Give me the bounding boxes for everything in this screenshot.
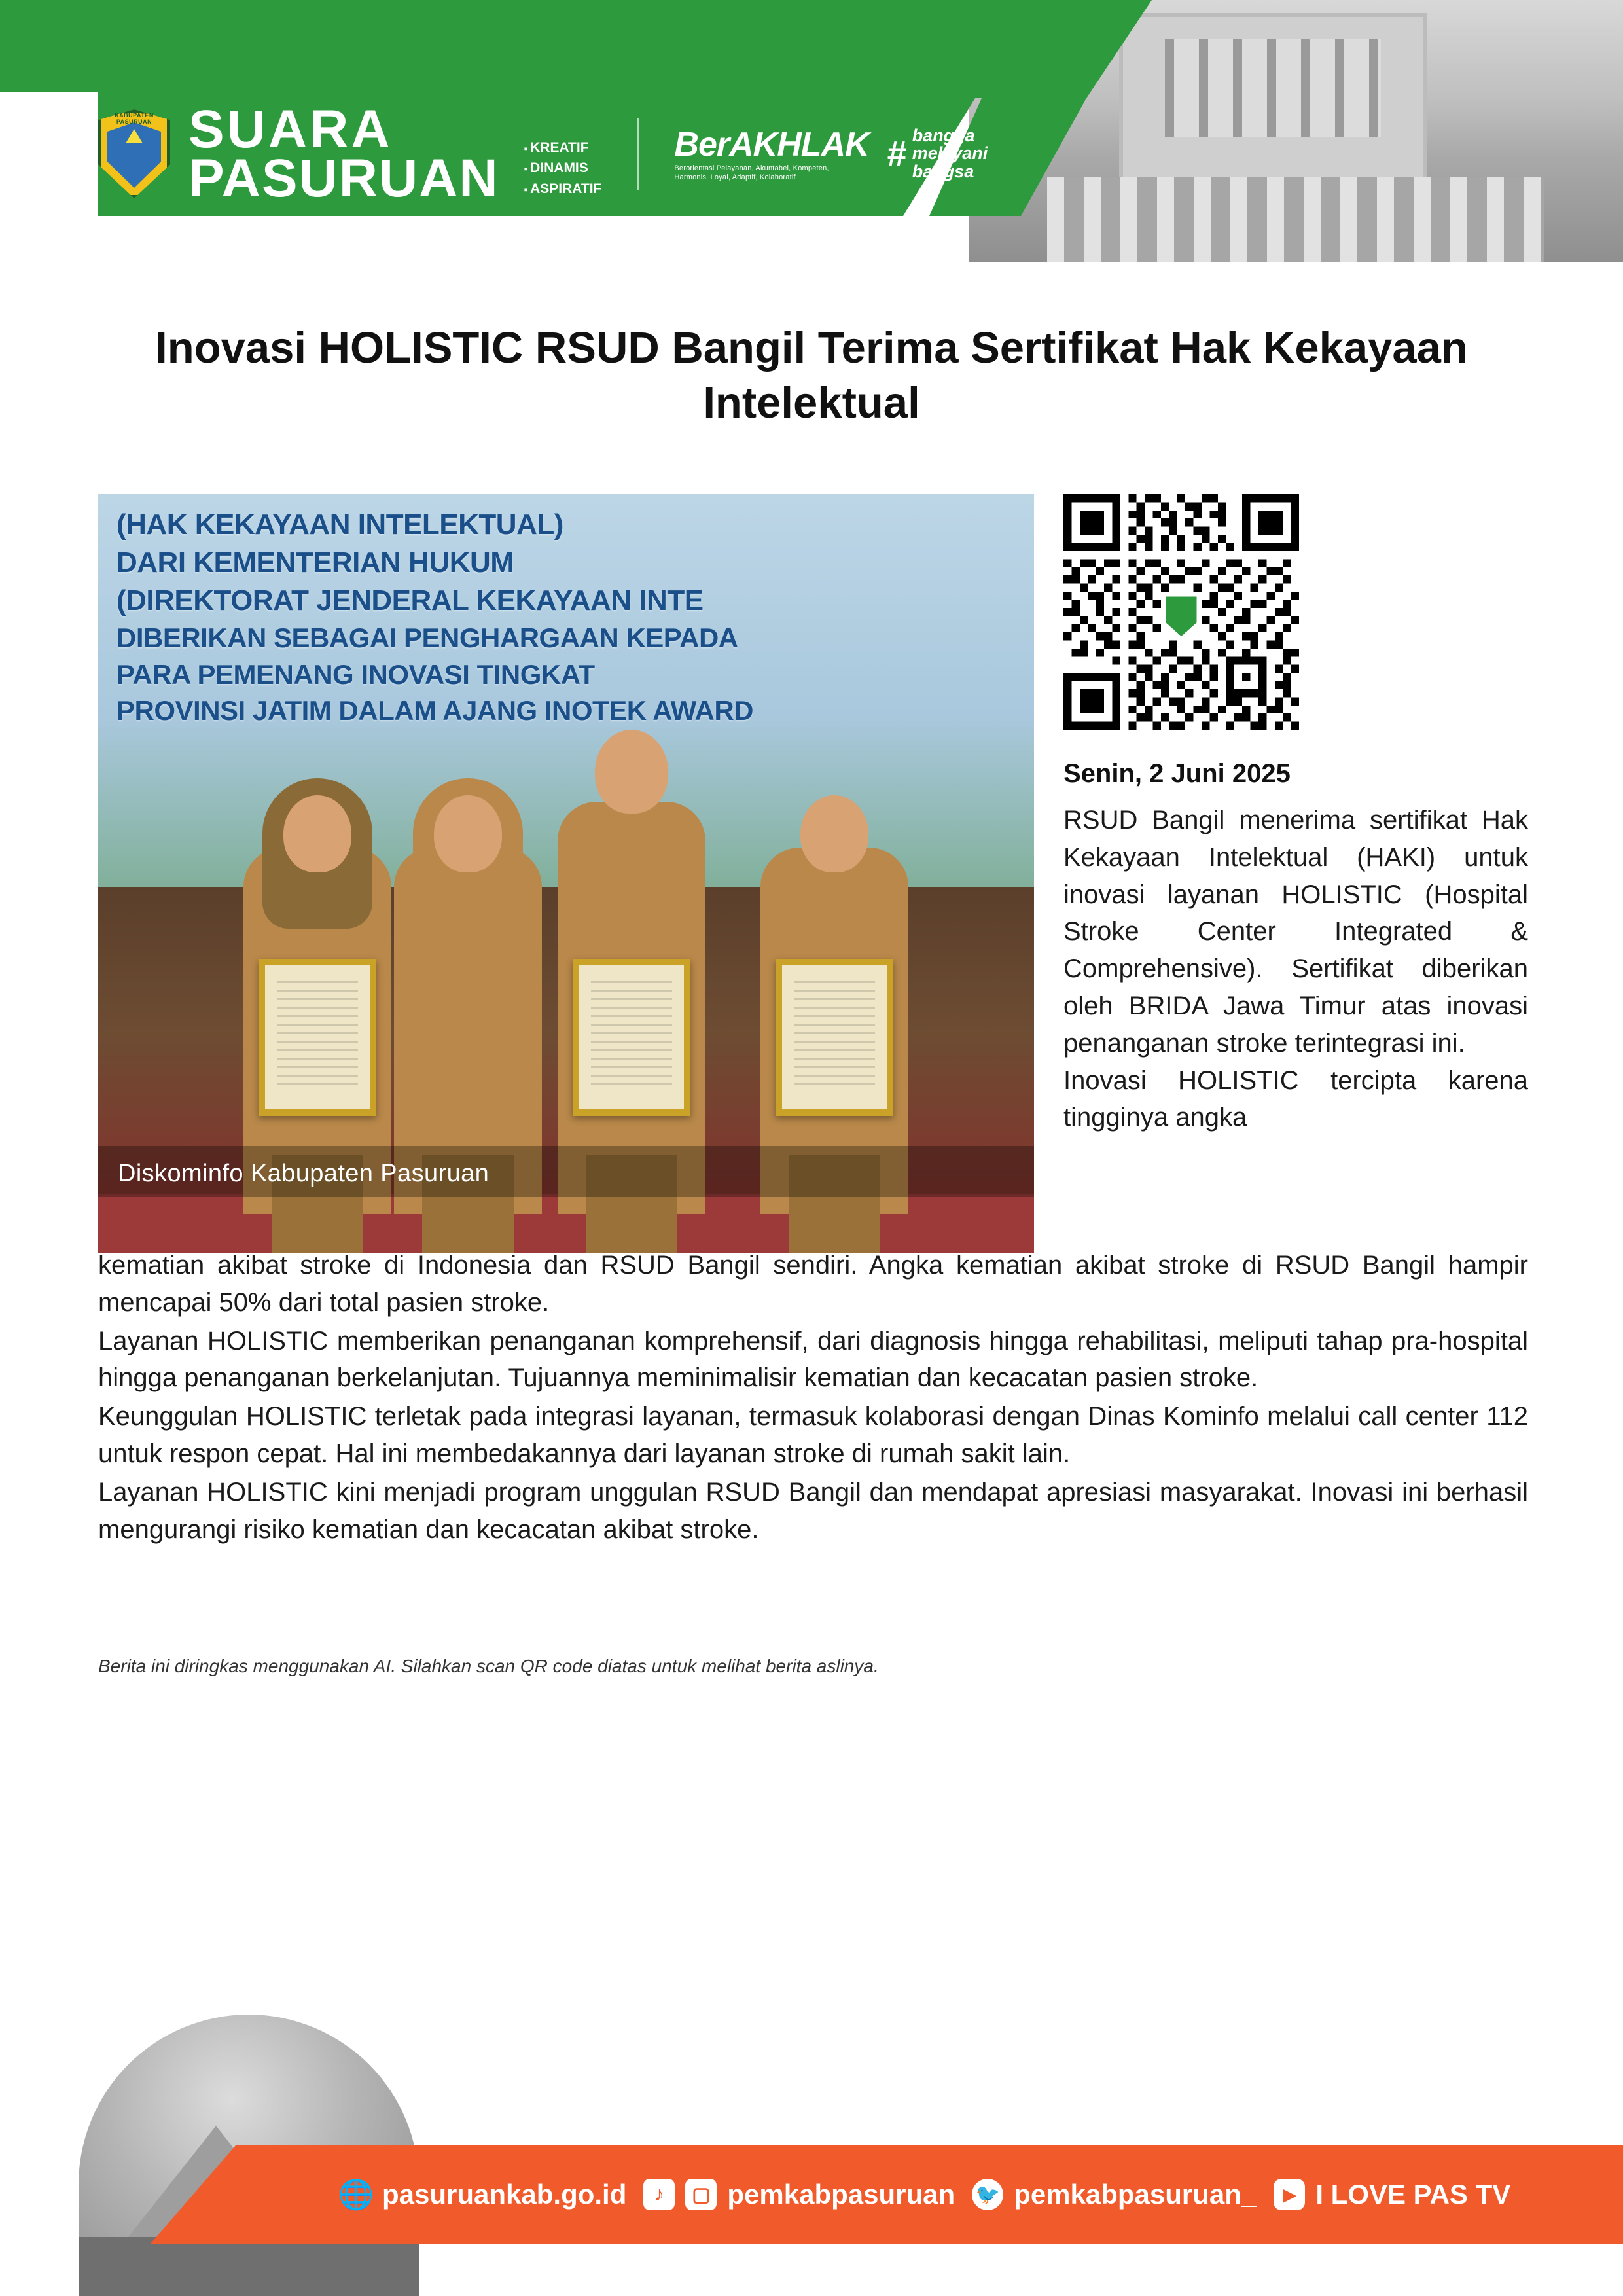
hash-icon: # [887,134,907,173]
footer-social-label: pemkabpasuruan [727,2179,955,2210]
screen-line-1: (HAK KEKAYAAN INTELEKTUAL) [116,509,563,541]
brand-tagline [518,137,602,217]
brand-wordmark [188,99,499,208]
berakhlak-logo [674,125,868,183]
tagline-item-1: ▪ KREATIF [524,137,602,158]
tagline-item-2: ▪ DINAMIS [524,158,602,179]
article-body [98,1247,1528,1549]
footer-website[interactable] [340,2179,626,2210]
youtube-icon: ▶ [1274,2179,1305,2210]
footer-twitter[interactable] [972,2179,1257,2210]
body-paragraph: Layanan HOLISTIC memberikan penanganan komprehensif, dari diagnosis hingga rehabilitasi, meliputi tahap pra-hospital hingga penanganan berkelanjutan. Tujuannya meminimalisir kematian dan kecacatan pasien stroke. [98,1326,1528,1393]
screen-line-3: (DIREKTORAT JENDERAL KEKAYAAN INTE [116,584,704,617]
instagram-icon: ▢ [685,2179,717,2210]
footer-website-label: pasuruankab.go.id [382,2179,627,2210]
screen-line-4: DIBERIKAN SEBAGAI PENGHARGAAN KEPADA [116,622,738,654]
side-paragraph: Inovasi HOLISTIC tercipta karena tingginya angka [1063,1066,1528,1132]
header-divider [637,118,639,190]
photo-person [753,756,916,1214]
header-content [98,92,988,216]
berakhlak-label: BerAKHLAK [674,126,869,164]
photo-credit: Diskominfo Kabupaten Pasuruan [118,1160,490,1187]
photo-people-group [98,494,1034,1253]
photo-person [550,704,713,1214]
certificate-frame [573,959,690,1116]
footer-twitter-label: pemkabpasuruan_ [1014,2179,1257,2210]
tagline-item-3: ▪ ASPIRATIF [524,179,602,200]
photo-person [386,756,550,1214]
footer [0,2015,1623,2296]
footer-tiktok-instagram[interactable] [643,2179,955,2210]
person-head [800,795,868,872]
article-side-text [1063,802,1528,1136]
certificate-frame [776,959,893,1116]
bangga-melayani-bangsa-logo [887,127,988,181]
globe-icon: 🌐 [338,2179,374,2211]
screen-line-5: PARA PEMENANG INOVASI TINGKAT [116,658,595,690]
article-date: Senin, 2 Juni 2025 [1063,759,1291,788]
header [0,0,1623,262]
brand-line-2: PASURUAN [188,149,499,208]
body-paragraph: Keunggulan HOLISTIC terletak pada integrasi layanan, termasuk kolaborasi dengan Dinas Kominfo melalui call center 112 untuk respon cepat. Hal ini membedakannya dari layanan stroke di rumah sakit lain. [98,1402,1528,1468]
person-head [434,795,502,872]
screen-line-2: DARI KEMENTERIAN HUKUM [116,547,514,579]
footer-social-bar [340,2145,1510,2244]
body-paragraph: kematian akibat stroke di Indonesia dan RSUD Bangil sendiri. Angka kematian akibat stroke di RSUD Bangil hampir mencapai 50% dari total pasien stroke. [98,1251,1528,1317]
bangga-lines [912,127,988,181]
brand-line-1: SUARA [188,99,393,159]
person-head [283,795,351,872]
bangga-line-2: melayani [912,143,988,164]
pasuruan-crest-icon [98,109,170,198]
crest-label: KABUPATEN PASURUAN [115,112,154,125]
header-white-bar [0,92,98,216]
crest-star-icon [126,129,143,143]
berakhlak-subtitle: Berorientasi Pelayanan, Akuntabel, Kompeten, Harmonis, Loyal, Adaptif, Kolaboratif [674,164,829,181]
tiktok-icon: ♪ [643,2179,675,2210]
article-photo [98,494,1034,1253]
photo-person [236,756,399,1214]
footer-youtube-label: I LOVE PAS TV [1315,2179,1511,2210]
person-head [595,730,668,814]
screen-line-6: PROVINSI JATIM DALAM AJANG INOTEK AWARD [116,695,753,726]
side-paragraph: RSUD Bangil menerima sertifikat Hak Kekayaan Intelektual (HAKI) untuk inovasi layanan HOLISTIC (Hospital Stroke Center Integrated & Comprehensive). Sertifikat diberikan oleh BRIDA Jawa Timur atas inovasi penanganan stroke terintegrasi ini. [1063,806,1528,1058]
qr-code[interactable] [1063,494,1299,730]
twitter-icon: 🐦 [972,2179,1003,2210]
body-paragraph: Layanan HOLISTIC kini menjadi program unggulan RSUD Bangil dan mendapat apresiasi masyarakat. Inovasi ini berhasil mengurangi risiko kematian dan kecacatan akibat stroke. [98,1477,1528,1544]
ai-summary-note: Berita ini diringkas menggunakan AI. Silahkan scan QR code diatas untuk melihat berita aslinya. [98,1656,879,1676]
page-title: Inovasi HOLISTIC RSUD Bangil Terima Sertifikat Hak Kekayaan Intelektual [155,323,1468,428]
bangga-line-1: bangga [912,125,975,145]
bangga-line-3: bangsa [912,161,974,181]
certificate-frame [259,959,376,1116]
qr-code-svg [1063,494,1299,730]
footer-youtube[interactable] [1274,2179,1510,2210]
